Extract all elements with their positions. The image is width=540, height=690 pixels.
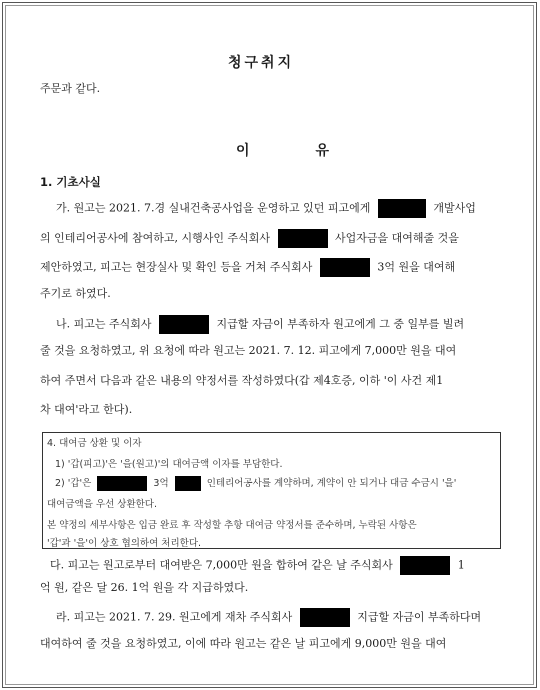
redaction-block — [320, 258, 370, 277]
para-ga-line-3b: 3억 원을 대여해 — [377, 260, 456, 274]
box-line-3c: 인테리어공사를 계약하며, 계약이 안 되거나 대금 수금시 '을' — [206, 478, 457, 489]
box-line-1: 4. 대여금 상환 및 이자 — [47, 438, 142, 449]
para-ga-line-4: 주기로 하였다. — [40, 287, 111, 300]
para-na-line-1 — [56, 315, 464, 334]
box-line-6: '갑'과 '을'이 상호 협의하여 처리한다. — [47, 538, 202, 549]
para-da-line-1 — [50, 556, 465, 575]
claim-title: 청구취지 — [228, 55, 295, 71]
para-ga-line-1b: 개발사업 — [433, 201, 476, 215]
para-na-line-4: 차 대여'라고 한다). — [40, 403, 133, 416]
redaction-block — [278, 229, 328, 248]
section-heading-basic-facts: 1. 기초사실 — [40, 175, 101, 189]
redaction-block — [378, 199, 426, 218]
reason-heading: 이 유 — [236, 143, 333, 159]
redaction-block — [400, 556, 450, 575]
box-line-5: 본 약정의 세부사항은 입금 완료 후 작성할 추항 대여금 약정서를 준수하며, 누락된 사항은 — [47, 520, 417, 531]
agreement-excerpt-box — [42, 432, 501, 549]
para-na-line-3: 하여 주면서 다음과 같은 내용의 약정서를 작성하였다(갑 제4호증, 이하 '이 사건 제1 — [40, 374, 444, 387]
para-na-line-1a: 나. 피고는 주식회사 — [56, 317, 152, 331]
redaction-block — [159, 315, 209, 334]
box-line-3a: 2) '갑'은 — [55, 478, 92, 489]
redaction-block — [175, 476, 201, 491]
para-na-line-2: 줄 것을 요청하였고, 위 요청에 따라 원고는 2021. 7. 12. 피고에게 7,000만 원을 대여 — [40, 344, 457, 357]
para-ra-line-1b: 지급할 자금이 부족하다며 — [357, 610, 482, 624]
para-ga-line-3 — [40, 258, 455, 277]
para-ga-line-2b: 사업자금을 대여해줄 것을 — [335, 231, 459, 245]
para-ra-line-1 — [56, 608, 481, 627]
claim-body: 주문과 같다. — [40, 82, 101, 95]
para-ga-line-2a: 의 인테리어공사에 참여하고, 시행사인 주식회사 — [40, 231, 271, 245]
box-line-3 — [55, 475, 456, 491]
para-ga-line-1a: 가. 원고는 2021. 7.경 실내건축공사업을 운영하고 있던 피고에게 — [56, 201, 371, 215]
box-line-3b: 3억 — [153, 478, 169, 489]
redaction-block — [300, 608, 350, 627]
para-ga-line-1 — [56, 199, 476, 218]
para-ga-line-3a: 제안하였고, 피고는 현장실사 및 확인 등을 거쳐 주식회사 — [40, 260, 313, 274]
box-line-4: 대여금액을 우선 상환한다. — [47, 499, 158, 510]
para-ra-line-1a: 라. 피고는 2021. 7. 29. 원고에게 재차 주식회사 — [56, 610, 293, 624]
redaction-block — [97, 476, 147, 491]
para-da-line-1a: 다. 피고는 원고로부터 대여받은 7,000만 원을 합하여 같은 날 주식회사 — [50, 558, 393, 572]
para-da-line-1b: 1 — [457, 558, 465, 572]
para-ga-line-2 — [40, 229, 459, 248]
para-ra-line-2: 대여하여 줄 것을 요청하였고, 이에 따라 원고는 같은 날 피고에게 9,000만 원을 대여 — [40, 637, 447, 650]
para-na-line-1b: 지급할 자금이 부족하자 원고에게 그 중 일부를 빌려 — [216, 317, 465, 331]
para-da-line-2: 억 원, 같은 달 26. 1억 원을 각 지급하였다. — [40, 581, 249, 594]
box-line-2: 1) '갑(피고)'은 '을(원고)'의 대여금액 이자를 부담한다. — [55, 459, 283, 470]
